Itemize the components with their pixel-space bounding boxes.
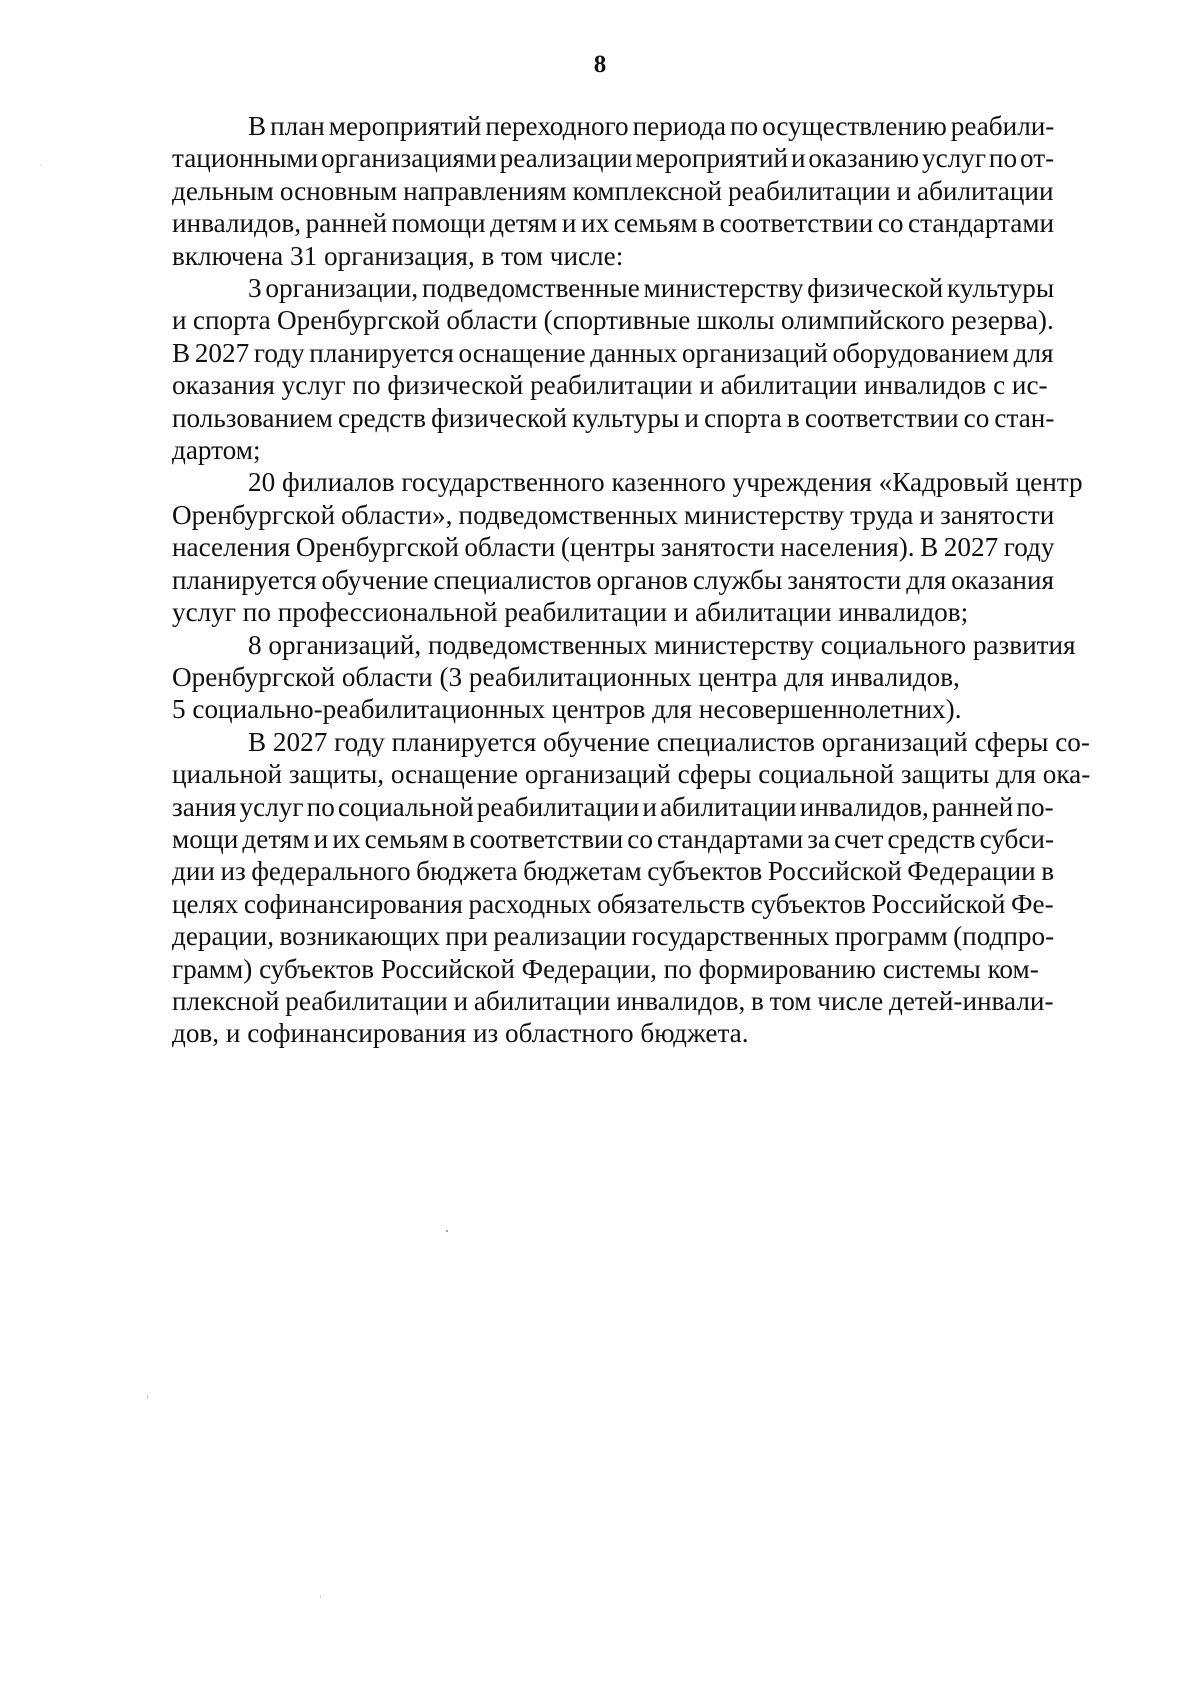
text-line: услуг по профессиональной реабилитации и абилитации инвалидов; <box>172 597 969 628</box>
text-line: и спорта Оренбургской области (спортивные школы олимпийского резерва). <box>172 305 1054 336</box>
scan-speck <box>147 1395 148 1399</box>
text-line: планируется обучение специалистов органов службы занятости для оказания <box>172 564 1055 595</box>
text-line: циальной защиты, оснащение организаций сферы социальной защиты для ока- <box>172 759 1091 790</box>
paragraph-social-organizations <box>172 629 1130 726</box>
text-line: 3 организации, подведомственные министерству физической культуры <box>248 273 1055 304</box>
text-line: дартом; <box>172 435 261 466</box>
text-line: зания услуг по социальной реабилитации и абилитации инвалидов, ранней по- <box>172 791 1054 822</box>
text-line: 20 филиалов государственного казенного учреждения «Кадровый центр <box>248 467 1083 498</box>
text-line: 5 социально-реабилитационных центров для несовершеннолетних). <box>172 694 962 725</box>
text-line: инвалидов, ранней помощи детям и их семьям в соответствии со стандартами <box>172 208 1055 239</box>
text-line: В план мероприятий переходного периода по осуществлению реабили- <box>248 111 1055 141</box>
text-line: плексной реабилитации и абилитации инвалидов, в том числе детей-инвали- <box>172 985 1054 1016</box>
text-line: В 2027 году планируется обучение специалистов организаций сферы со- <box>248 726 1090 757</box>
text-line: дии из федерального бюджета бюджетам субъектов Российской Федерации в <box>172 856 1055 887</box>
text-line: населения Оренбургской области (центры занятости населения). В 2027 году <box>172 532 1055 563</box>
text-line: дерации, возникающих при реализации государственных программ (подпро- <box>172 921 1055 952</box>
text-line: дельным основным направлениям комплексной реабилитации и абилитации <box>172 175 1054 206</box>
paragraph-sport-organizations <box>172 272 1130 466</box>
text-line: оказания услуг по физической реабилитации и абилитации инвалидов с ис- <box>172 370 1048 401</box>
text-line: дов, и софинансирования из областного бюджета. <box>172 1018 749 1049</box>
text-line: тационными организациями реализации мероприятий и оказанию услуг по от- <box>172 143 1055 174</box>
text-line: В 2027 году планируется оснащение данных организаций оборудованием для <box>172 337 1054 368</box>
paragraph-employment-centers <box>172 466 1130 628</box>
text-line: грамм) субъектов Российской Федерации, по формированию системы ком- <box>172 953 1039 984</box>
scan-speck <box>446 1230 448 1232</box>
text-line: 8 организаций, подведомственных министерству социального развития <box>248 629 1076 660</box>
page-number: 8 <box>593 51 607 78</box>
scan-speck <box>320 1595 321 1598</box>
paragraph-intro <box>172 110 1130 272</box>
scan-speck <box>40 164 41 166</box>
text-line: целях софинансирования расходных обязательств субъектов Российской Фе- <box>172 888 1054 919</box>
text-line: Оренбургской области (3 реабилитационных центра для инвалидов, <box>172 661 960 692</box>
text-line: мощи детям и их семьям в соответствии со стандартами за счет средств субси- <box>172 823 1055 854</box>
paragraph-2027-plan <box>172 726 1130 1050</box>
body-text <box>172 110 1130 1050</box>
text-line: включена 31 организация, в том числе: <box>172 240 624 271</box>
text-line: пользованием средств физической культуры и спорта в соответствии со стан- <box>172 402 1055 433</box>
text-line: Оренбургской области», подведомственных министерству труда и занятости <box>172 499 1055 530</box>
